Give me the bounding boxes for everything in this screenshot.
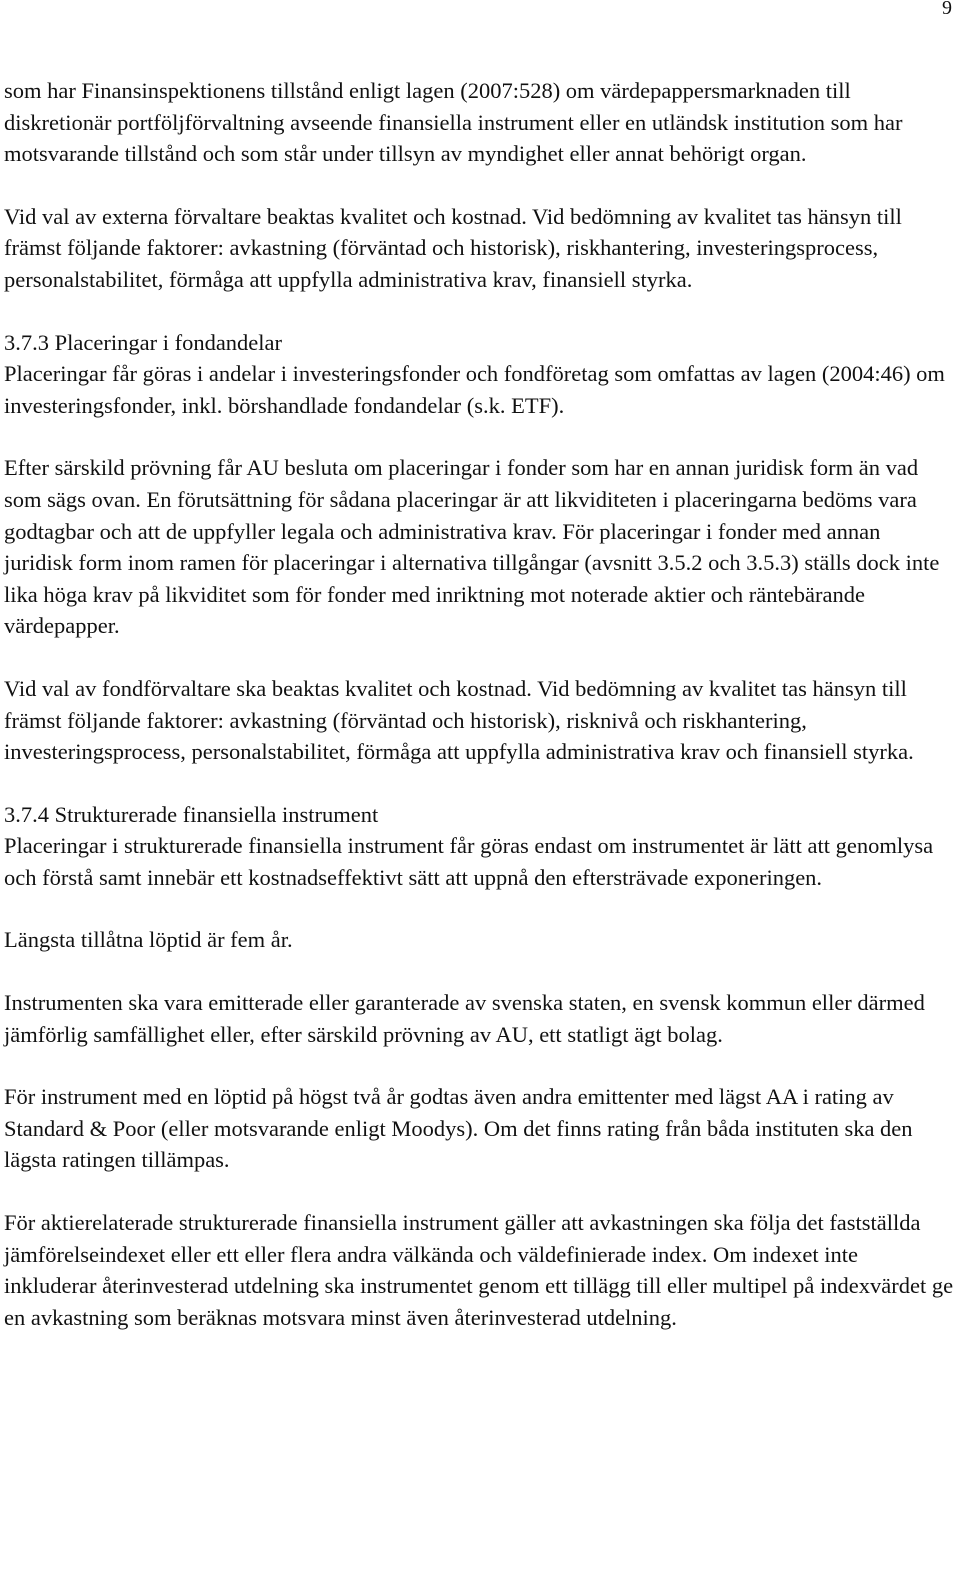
paragraph-fund-manager-selection: Vid val av fondförvaltare ska beaktas kvalitet och kostnad. Vid bedömning av kvalitet tas hänsyn till främst följande faktorer: avkastning (förväntad och historisk), risknivå och riskhantering, investeringsprocess, personalstabilitet, förmåga att uppfylla administrativa krav och finansiell styrka. bbox=[4, 675, 914, 765]
page-number: 9 bbox=[942, 0, 952, 19]
paragraph-max-maturity: Längsta tillåtna löptid är fem år. bbox=[4, 927, 293, 953]
document-body bbox=[4, 75, 954, 1333]
paragraph-manager-license: som har Finansinspektionens tillstånd enligt lagen (2007:528) om värdepappersmarknaden till diskretionär portföljförvaltning avseende finansiella instrument eller en utländsk institution som har motsvarande tillstånd och som står under tillsyn av myndighet eller annat behörigt organ. bbox=[4, 78, 903, 167]
paragraph-fund-units-scope: Placeringar får göras i andelar i investeringsfonder och fondföretag som omfattas av lagen (2004:46) om investeringsfonder, inkl. börshandlade fondandelar (s.k. ETF). bbox=[4, 361, 945, 418]
section-heading-fund-units: 3.7.3 Placeringar i fondandelar bbox=[4, 329, 283, 355]
paragraph-special-review-funds: Efter särskild prövning får AU besluta om placeringar i fonder som har en annan juridisk form än vad som sägs ovan. En förutsättning för sådana placeringar är att likviditeten i placeringarna bedöms vara godtagbar och att de uppfyller legala och administrativa krav. För placeringar i fonder med annan juridisk form inom ramen för placeringar i alternativa tillgångar (avsnitt 3.5.2 och 3.5.3) ställs dock inte lika höga krav på likviditet som för fonder med inriktning mot noterade aktier och räntebärande värdepapper. bbox=[4, 455, 940, 639]
paragraph-structured-transparency: Placeringar i strukturerade finansiella instrument får göras endast om instrumentet är lätt att genomlysa och förstå samt innebär ett kostnadseffektivt sätt att uppnå den eftersträvade exponeringen. bbox=[4, 833, 934, 890]
paragraph-external-manager-selection: Vid val av externa förvaltare beaktas kvalitet och kostnad. Vid bedömning av kvalitet tas hänsyn till främst följande faktorer: avkastning (förväntad och historisk), riskhantering, investeringsprocess, personalstabilitet, förmåga att uppfylla administrativa krav, finansiell styrka. bbox=[4, 203, 902, 292]
paragraph-equity-linked-instruments: För aktierelaterade strukturerade finansiella instrument gäller att avkastningen ska följa det fastställda jämförelseindexet eller ett eller flera andra välkända och väldefinierade index. Om indexet inte inkluderar återinvesterad utdelning ska instrumentet genom ett tillägg till eller multipel på indexvärdet ge en avkastning som beräknas motsvara minst även återinvesterad utdelning. bbox=[4, 1210, 954, 1330]
paragraph-rating-requirements: För instrument med en löptid på högst två år godtas även andra emittenter med lägst AA i rating av Standard & Poor (eller motsvarande enligt Moodys). Om det finns rating från båda instituten ska den lägsta ratingen tillämpas. bbox=[4, 1084, 913, 1173]
section-heading-structured-instruments: 3.7.4 Strukturerade finansiella instrument bbox=[4, 801, 379, 827]
paragraph-issuer-requirements: Instrumenten ska vara emitterade eller garanterade av svenska staten, en svensk kommun eller därmed jämförlig samfällighet eller, efter särskild prövning av AU, ett statligt ägt bolag. bbox=[4, 990, 925, 1047]
